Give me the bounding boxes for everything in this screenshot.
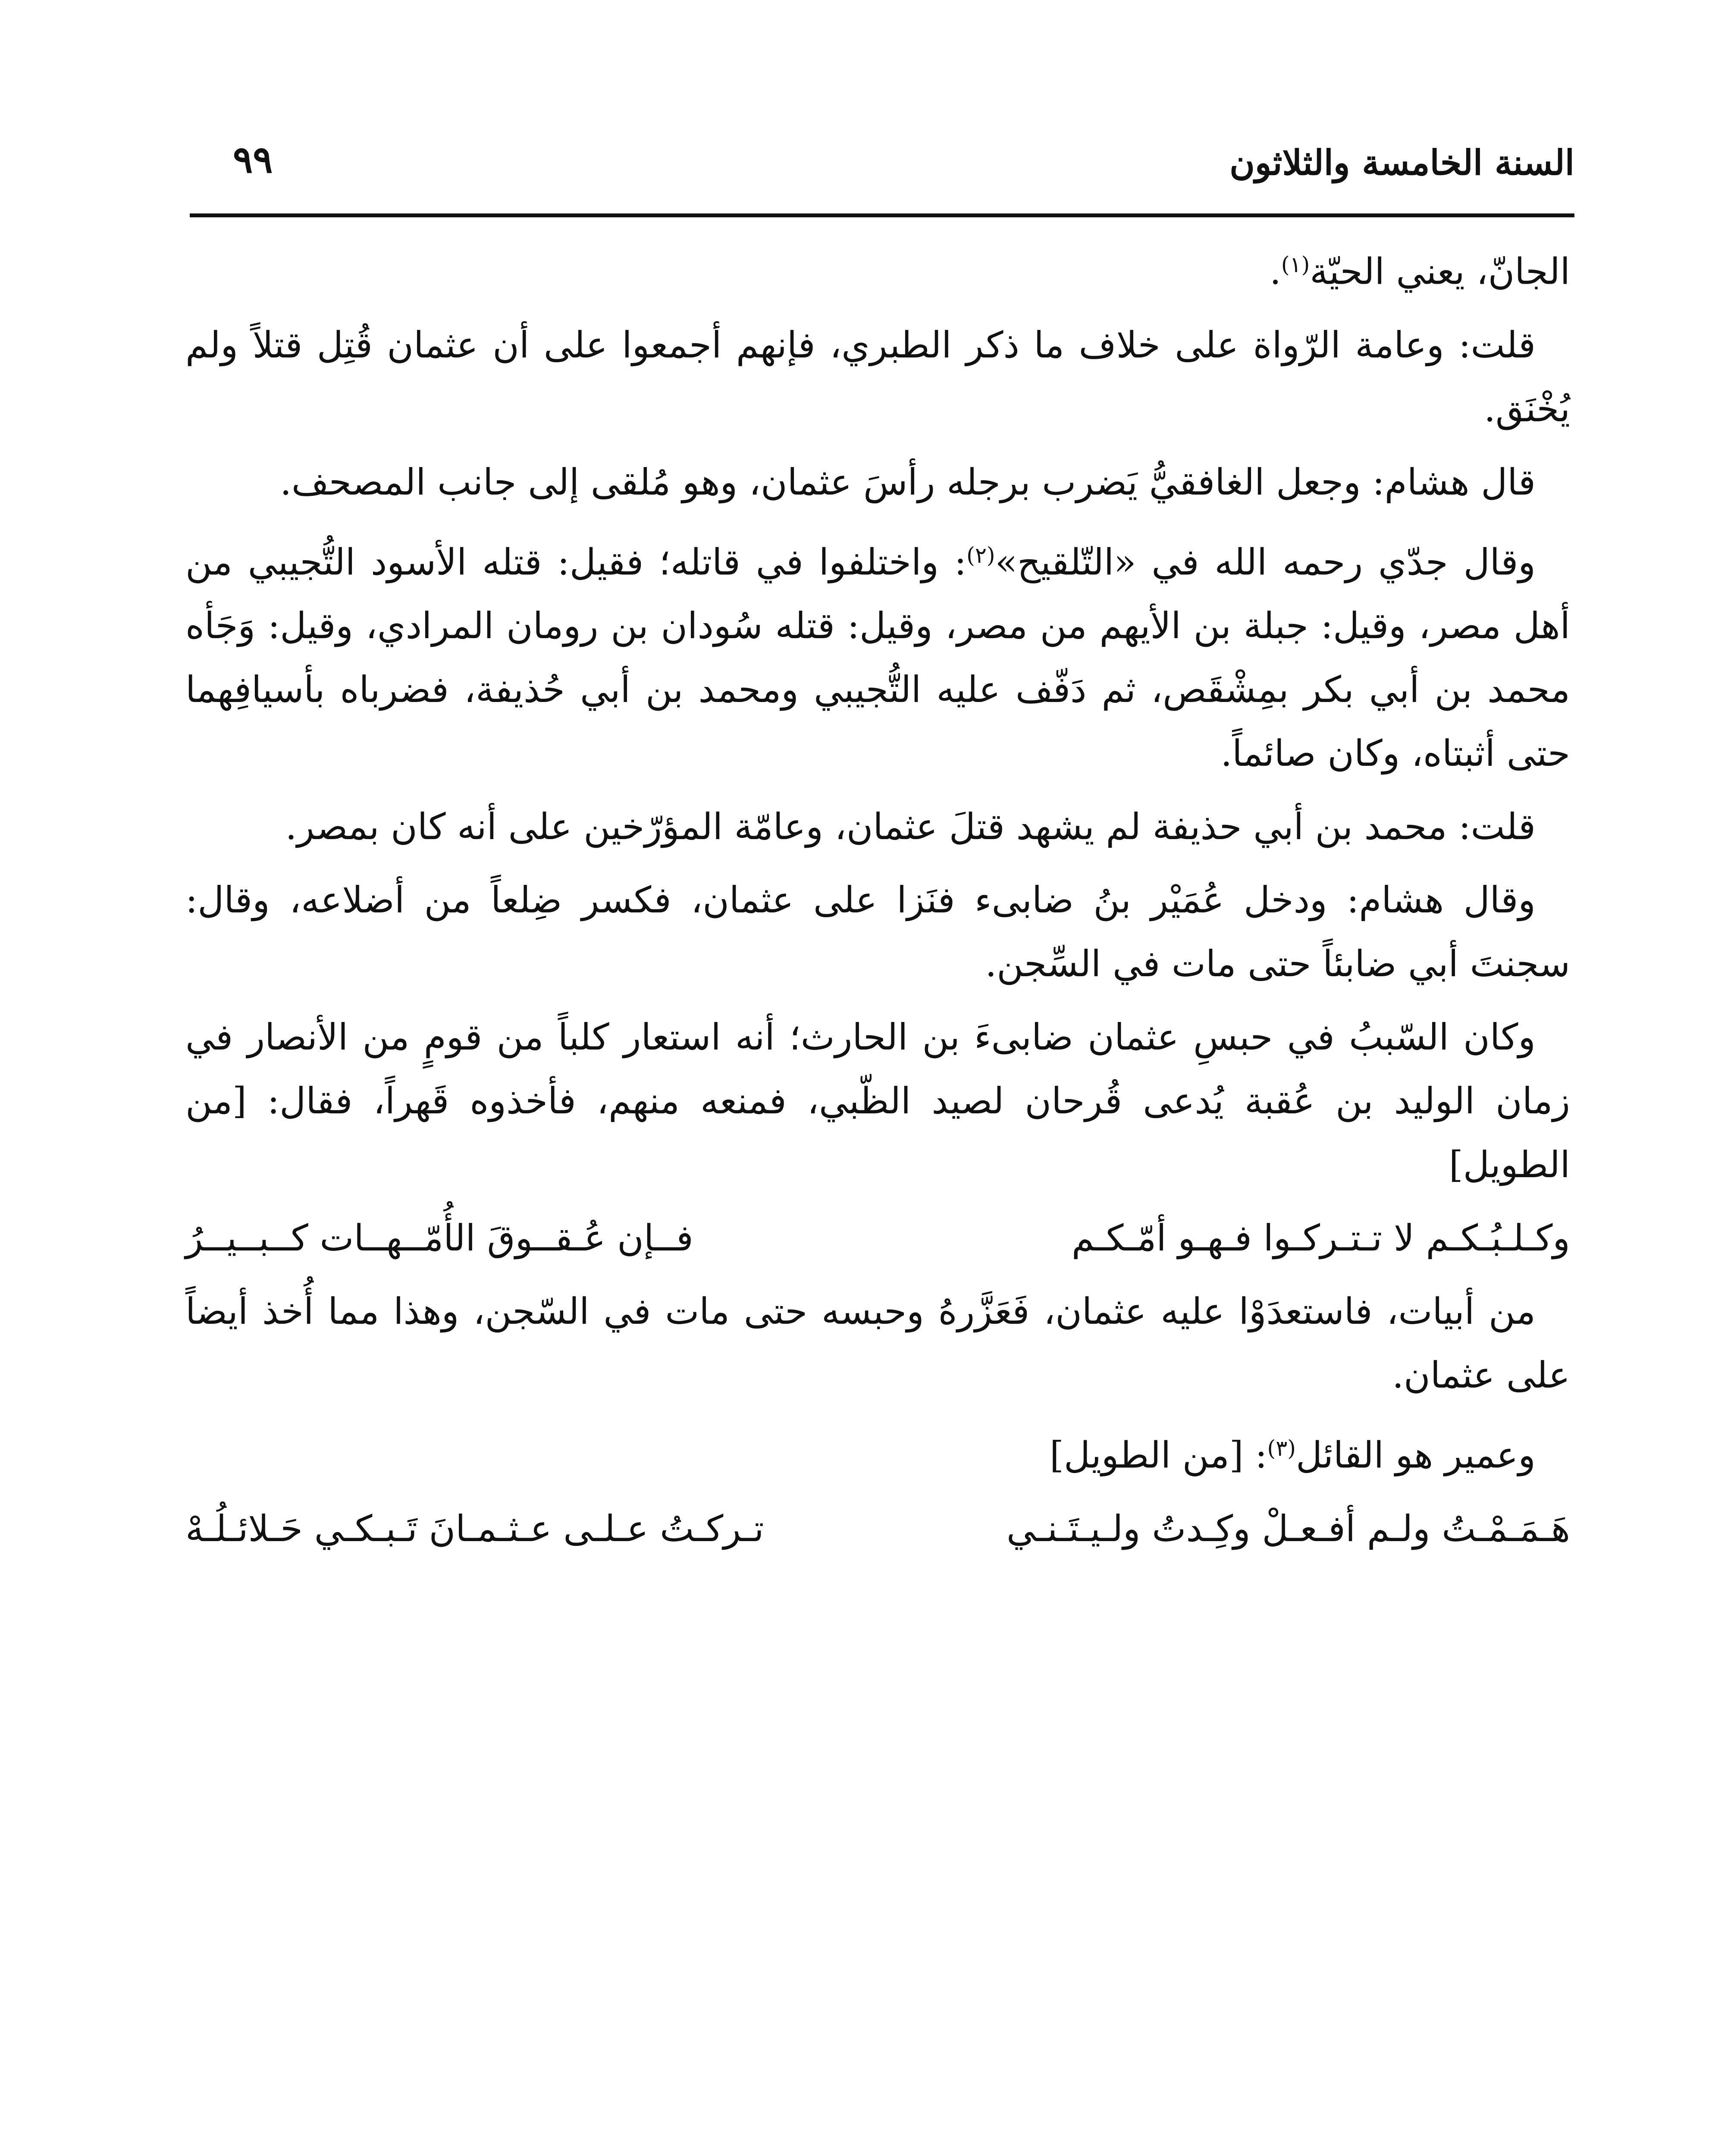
paragraph: وكان السّببُ في حبسِ عثمان ضابىءَ بن الحارث؛ أنه استعار كلباً من قومٍ من الأنصار في زمان الوليد بن عُقبة يُدعى قُرحان لصيد الظّبي، فمنعه منهم، فأخذوه قَهراً، فقال: [من الطويل] [185, 1016, 1570, 1186]
footnote-ref: (١) [1281, 252, 1310, 277]
verse-first-hemistich: وكـلـبُـكـم لا تـتـركـوا فـهـو أمّـكـم [1071, 1217, 1570, 1260]
paragraph: الجانّ، يعني الحيّة$^{(١)}$. [1270, 250, 1570, 293]
verse-second-hemistich: تـركـتُ عـلـى عـثـمـانَ تَـبـكـي حَـلائـلُـهْ [185, 1507, 764, 1550]
page-number: ٩٩ [233, 138, 273, 182]
paragraph: وعمير هو القائل$^{(٣)}$: [من الطويل] [1050, 1434, 1536, 1477]
paragraph: وقال جدّي رحمه الله في «التّلقيح»$^{(٢)}$: واختلفوا في قاتله؛ فقيل: قتله الأسود التُّجيبي من أهل مصر، وقيل: جبلة بن الأيهم من مصر، وقيل: قتله سُودان بن رومان المرادي، وقيل: وَجَأه محمد بن أبي بكر بمِشْقَص، ثم دَفّف عليه التُّجيبي ومحمد بن أبي حُذيفة، فضرباه بأسيافِهما حتى أثبتاه، وكان صائماً. [185, 541, 1570, 775]
main-text [185, 233, 1570, 1570]
poetry-verse [185, 1206, 1570, 1270]
verse-second-hemistich: فــإن عُـقــوقَ الأُمّــهــات كــبــيــرُ [185, 1217, 693, 1260]
chapter-title: السنة الخامسة والثلاثون [1229, 142, 1574, 183]
poetry-verse [185, 1497, 1570, 1561]
paragraph: قلت: محمد بن أبي حذيفة لم يشهد قتلَ عثمان، وعامّة المؤرّخين على أنه كان بمصر. [285, 805, 1536, 848]
verse-first-hemistich: هَـمَـمْـتُ ولـم أفـعـلْ وكِـدتُ ولـيـتَـنـي [1006, 1507, 1570, 1550]
footnote-ref: (٣) [1267, 1435, 1296, 1461]
footnote-ref: (٢) [966, 542, 995, 568]
header-divider [190, 213, 1574, 217]
paragraph: قال هشام: وجعل الغافقيُّ يَضرب برجله رأسَ عثمان، وهو مُلقى إلى جانب المصحف. [280, 461, 1536, 503]
paragraph: من أبيات، فاستعدَوْا عليه عثمان، فَعَزَّرهُ وحبسه حتى مات في السّجن، وهذا مما أُخذ أيضاً على عثمان. [185, 1290, 1570, 1397]
paragraph: قلت: وعامة الرّواة على خلاف ما ذكر الطبري، فإنهم أجمعوا على أن عثمان قُتِل قتلاً ولم يُخْنَق. [185, 323, 1570, 430]
running-header [190, 129, 1574, 194]
paragraph: وقال هشام: ودخل عُمَيْر بنُ ضابىء فنَزا على عثمان، فكسر ضِلعاً من أضلاعه، وقال: سجنتَ أبي ضابئاً حتى مات في السِّجن. [185, 879, 1570, 985]
